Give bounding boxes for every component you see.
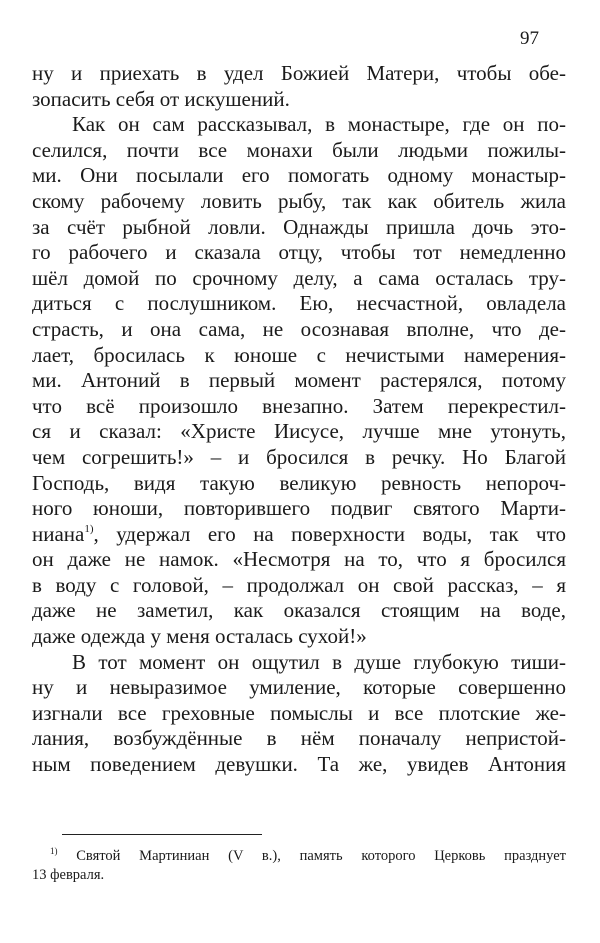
text-line: Как он сам рассказывал, в монастыре, где он по-	[72, 112, 566, 137]
text-line: даже одежда у меня осталась сухой!»	[32, 624, 367, 649]
text-line: он даже не намок. «Несмотря на то, что я бросился	[32, 547, 566, 572]
text-line: В тот момент он ощутил в душе глубокую тиши-	[72, 649, 566, 674]
text-line: ну и невыразимое умиление, которые совершенно	[32, 675, 566, 700]
text-line: ми. Они посылали его помогать одному монастыр-	[32, 163, 566, 188]
text-line: даже не заметил, как оказался стоящим на воде,	[32, 598, 566, 623]
text-line: лает, бросилась к юноше с нечистыми намерения-	[32, 342, 566, 367]
text-line: изгнали все греховные помыслы и все плотские же-	[32, 700, 566, 725]
text-line: за счёт рыбной ловли. Однажды пришла дочь это-	[32, 214, 566, 239]
text-line	[32, 522, 566, 548]
text-line: селился, почти все монахи были людьми пожилы-	[32, 137, 566, 162]
text-line: ну и приехать в удел Божией Матери, чтобы обе-	[32, 61, 566, 85]
text-line: шёл домой по срочному делу, а сама осталась тру-	[32, 265, 566, 290]
footnote-divider	[62, 834, 262, 835]
body-text	[32, 61, 566, 778]
footnote-text: Святой Мартиниан (V в.), память которого Церковь празднует	[76, 848, 567, 864]
text-line: го рабочего и сказала отцу, чтобы тот немедленно	[32, 240, 566, 265]
text-line: чем согрешить!» – и бросился в речку. Но Благой	[32, 444, 566, 469]
text-line: в воду с головой, – продолжал он свой рассказ, – я	[32, 572, 566, 597]
text-line: ми. Антоний в первый момент растерялся, потому	[32, 368, 566, 393]
footnote-reference[interactable]: 1)	[84, 522, 94, 535]
text-line: что всё произошло внезапно. Затем перекрестил-	[32, 393, 566, 418]
text-line: зопасить себя от искушений.	[32, 86, 290, 111]
footnote-line	[32, 847, 566, 866]
text-fragment: , удержал его на поверхности воды, так что	[93, 521, 566, 546]
text-fragment: ниана	[32, 521, 85, 546]
text-line: ся и сказал: «Христе Иисусе, лучше мне утонуть,	[32, 419, 566, 444]
text-line: лания, возбуждённые в нём поначалу непристой-	[32, 726, 566, 751]
text-line: ного юноши, повторившего подвиг святого Марти-	[32, 496, 566, 521]
text-line: ным поведением девушки. Та же, увидев Антония	[32, 752, 566, 777]
footnote-line: 13 февраля.	[32, 867, 105, 883]
text-line: Господь, видя такую великую ревность непороч-	[32, 470, 566, 495]
text-line: скому рабочему ловить рыбу, так как обитель жила	[32, 188, 566, 213]
footnote	[32, 847, 566, 885]
footnote-marker: 1)	[50, 846, 58, 856]
page-number: 97	[520, 28, 539, 49]
text-line: страсть, и она сама, не осознавая вполне, что де-	[32, 316, 566, 341]
text-line: диться с послушником. Ею, несчастной, овладела	[32, 291, 566, 316]
